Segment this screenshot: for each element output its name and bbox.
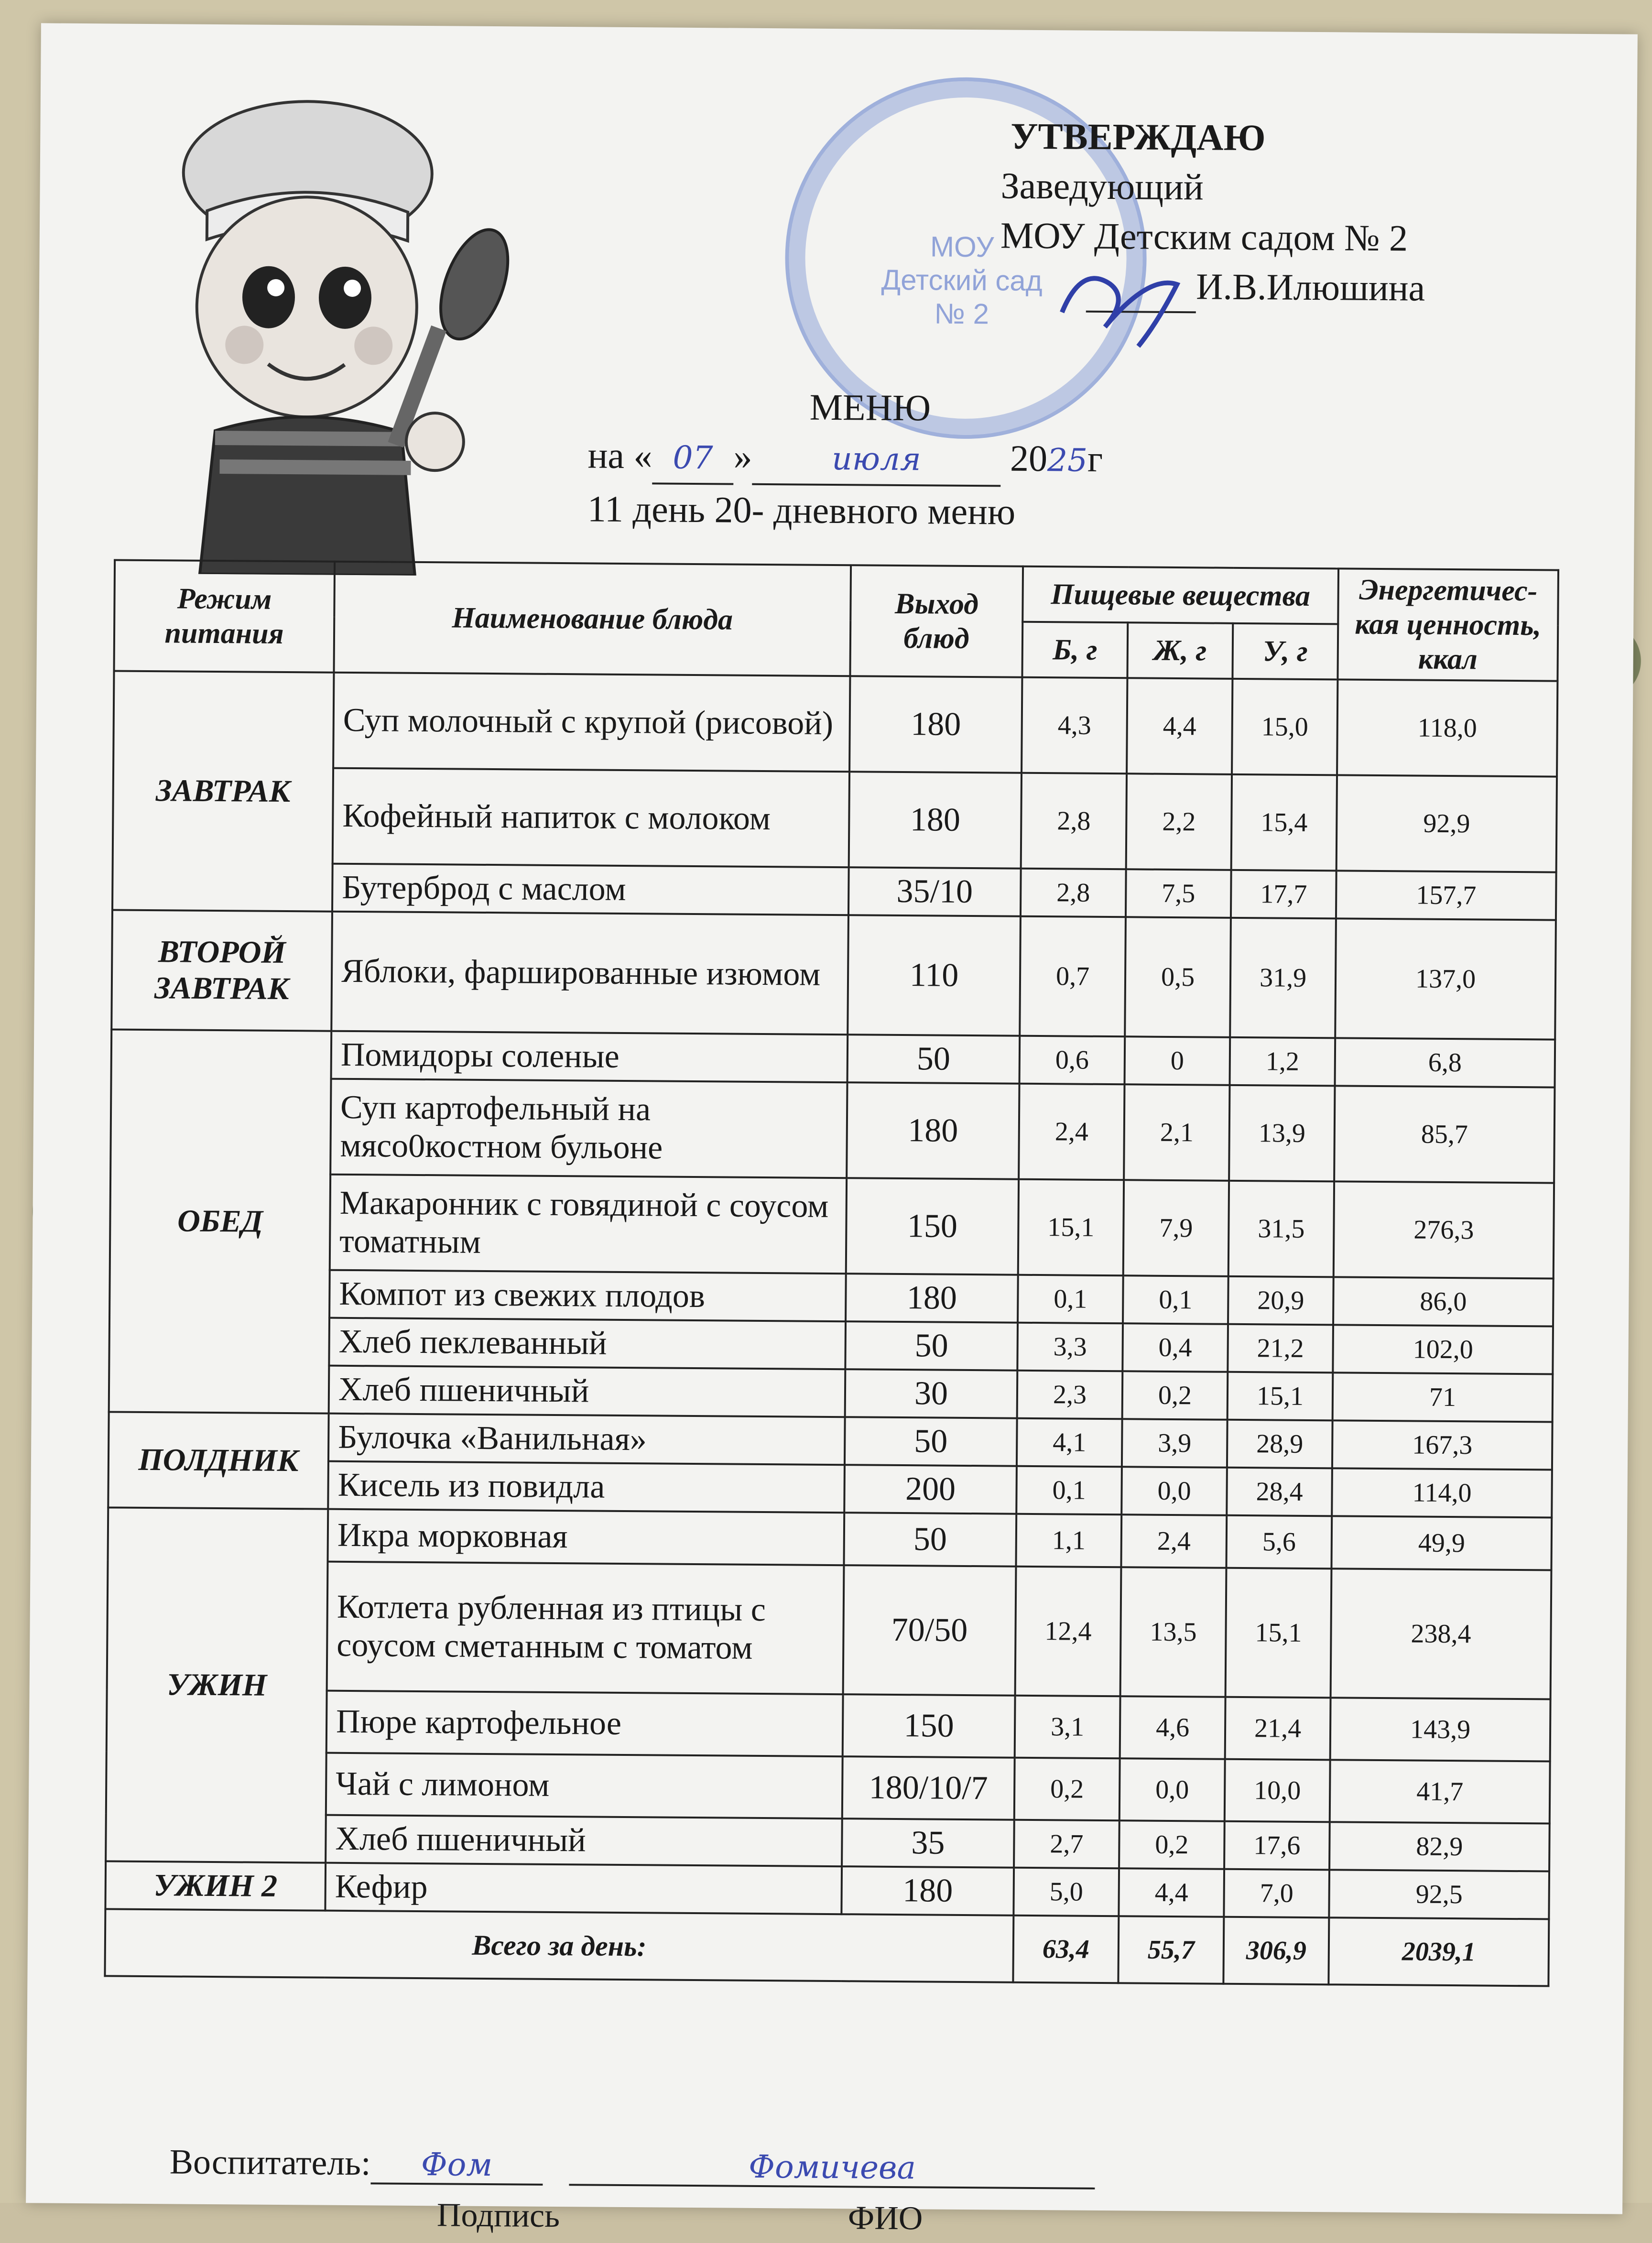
menu-table bbox=[104, 559, 1559, 1987]
dish-energy: 167,3 bbox=[1332, 1420, 1553, 1470]
dish-yield: 150 bbox=[846, 1178, 1019, 1275]
dish-protein: 0,7 bbox=[1020, 916, 1126, 1037]
dish-energy: 92,9 bbox=[1337, 775, 1557, 872]
dish-name: Кефир bbox=[325, 1863, 842, 1915]
table-row bbox=[109, 1412, 1553, 1470]
date-day: 07 bbox=[652, 433, 734, 485]
dish-fat: 2,1 bbox=[1124, 1084, 1229, 1181]
date-month: июля bbox=[752, 434, 1001, 487]
director-signature bbox=[1052, 255, 1196, 351]
dish-protein: 2,4 bbox=[1019, 1084, 1124, 1180]
dish-yield: 35/10 bbox=[848, 867, 1021, 916]
dish-name: Хлеб пшеничный bbox=[326, 1815, 842, 1867]
dish-name: Макаронник с говядиной с соусом томатным bbox=[330, 1175, 847, 1274]
caption-signature: Подпись bbox=[436, 2197, 560, 2235]
col-header-energy: Энергетичес-кая ценность, ккал bbox=[1337, 568, 1558, 681]
meal-dinner-2: УЖИН 2 bbox=[105, 1861, 326, 1910]
table-row bbox=[108, 1507, 1552, 1570]
dish-fat: 2,2 bbox=[1126, 773, 1232, 870]
dish-protein: 15,1 bbox=[1018, 1179, 1124, 1276]
meal-lunch: ОБЕД bbox=[109, 1029, 332, 1413]
table-row bbox=[111, 910, 1556, 1039]
date-year-handwritten: 25 bbox=[1047, 442, 1088, 479]
dish-energy: 71 bbox=[1333, 1372, 1553, 1422]
dish-protein: 0,1 bbox=[1016, 1466, 1122, 1515]
stamp-line-2: Детский сад bbox=[881, 263, 1043, 297]
footer-signatures bbox=[169, 2142, 1221, 2237]
dish-energy: 82,9 bbox=[1329, 1822, 1550, 1871]
dish-energy: 85,7 bbox=[1334, 1086, 1554, 1183]
total-fat: 55,7 bbox=[1118, 1916, 1224, 1984]
dish-fat: 0,1 bbox=[1123, 1275, 1228, 1324]
dish-yield: 50 bbox=[848, 1034, 1020, 1084]
dish-carbs: 21,4 bbox=[1225, 1697, 1331, 1760]
dish-fat: 13,5 bbox=[1120, 1567, 1227, 1697]
date-close-quote: » bbox=[733, 435, 752, 477]
dish-name: Хлеб пеклеванный bbox=[329, 1318, 846, 1370]
dish-yield: 180 bbox=[849, 772, 1022, 869]
dish-energy: 118,0 bbox=[1337, 679, 1557, 776]
menu-title-block bbox=[587, 381, 1210, 538]
dish-carbs: 1,2 bbox=[1230, 1037, 1336, 1086]
stamp-line-3: № 2 bbox=[934, 297, 989, 330]
dish-yield: 200 bbox=[844, 1465, 1017, 1514]
table-row bbox=[113, 671, 1557, 776]
approval-organization: МОУ Детским садом № 2 bbox=[1000, 214, 1408, 259]
date-year-suffix: г bbox=[1087, 437, 1103, 479]
approval-heading: УТВЕРЖДАЮ bbox=[1011, 115, 1266, 159]
col-header-meal: Режим питания bbox=[114, 560, 335, 673]
educator-signature: Фом bbox=[370, 2145, 543, 2186]
dish-energy: 102,0 bbox=[1333, 1325, 1553, 1374]
dish-name: Помидоры соленые bbox=[331, 1031, 848, 1083]
dish-name: Икра морковная bbox=[328, 1509, 845, 1566]
dish-yield: 180 bbox=[841, 1866, 1014, 1916]
dish-fat: 7,9 bbox=[1123, 1180, 1229, 1276]
dish-carbs: 17,7 bbox=[1231, 870, 1337, 919]
dish-name: Бутерброд с маслом bbox=[332, 864, 849, 915]
dish-name: Суп картофельный на мясо0костном бульоне bbox=[330, 1079, 847, 1178]
dish-name: Кофейный напиток с молоком bbox=[333, 768, 849, 868]
dish-name: Чай с лимоном bbox=[326, 1753, 843, 1819]
dish-protein: 2,7 bbox=[1014, 1820, 1119, 1869]
dish-carbs: 31,9 bbox=[1230, 918, 1336, 1038]
col-header-nutrients: Пищевые вещества bbox=[1022, 566, 1338, 624]
dish-energy: 276,3 bbox=[1334, 1181, 1554, 1278]
col-header-yield: Выход блюд bbox=[850, 565, 1023, 677]
dish-carbs: 28,4 bbox=[1227, 1468, 1332, 1516]
dish-name: Компот из свежих плодов bbox=[329, 1270, 846, 1322]
dish-carbs: 7,0 bbox=[1224, 1869, 1329, 1918]
dish-name: Хлеб пшеничный bbox=[329, 1366, 846, 1417]
dish-name: Пюре картофельное bbox=[326, 1691, 843, 1757]
chef-boy-illustration bbox=[147, 96, 523, 576]
approval-signatory bbox=[971, 260, 1425, 315]
dish-fat: 0,4 bbox=[1122, 1323, 1228, 1372]
dish-fat: 0 bbox=[1125, 1036, 1230, 1085]
dish-fat: 4,4 bbox=[1119, 1868, 1224, 1917]
dish-energy: 143,9 bbox=[1330, 1698, 1551, 1761]
dish-energy: 137,0 bbox=[1335, 918, 1556, 1039]
dish-energy: 92,5 bbox=[1329, 1870, 1549, 1919]
dish-energy: 114,0 bbox=[1332, 1468, 1552, 1517]
dish-energy: 49,9 bbox=[1331, 1516, 1552, 1570]
dish-carbs: 15,4 bbox=[1231, 774, 1337, 871]
signatory-name: И.В.Илюшина bbox=[1196, 265, 1425, 309]
dish-carbs: 15,1 bbox=[1226, 1568, 1332, 1698]
dish-protein: 5,0 bbox=[1013, 1868, 1119, 1916]
dish-carbs: 5,6 bbox=[1226, 1515, 1332, 1569]
col-header-protein: Б, г bbox=[1022, 622, 1128, 678]
dish-protein: 4,1 bbox=[1017, 1418, 1122, 1467]
dish-energy: 157,7 bbox=[1336, 871, 1556, 920]
table-header-row bbox=[114, 560, 1558, 626]
dish-protein: 2,8 bbox=[1021, 869, 1126, 917]
dish-yield: 180 bbox=[847, 1082, 1019, 1179]
date-year: 20 bbox=[1000, 437, 1048, 479]
stamp-line-1: МОУ bbox=[930, 230, 994, 263]
dish-energy: 6,8 bbox=[1335, 1038, 1555, 1087]
col-header-dish: Наименование блюда bbox=[334, 562, 851, 676]
dish-protein: 2,8 bbox=[1021, 773, 1127, 870]
dish-yield: 30 bbox=[845, 1369, 1018, 1418]
dish-fat: 0,5 bbox=[1125, 917, 1231, 1037]
total-protein: 63,4 bbox=[1013, 1916, 1119, 1983]
educator-label: Воспитатель: bbox=[169, 2142, 371, 2183]
meal-afternoon-snack: ПОЛДНИК bbox=[108, 1412, 328, 1509]
dish-fat: 7,5 bbox=[1126, 869, 1231, 918]
dish-carbs: 17,6 bbox=[1224, 1821, 1330, 1870]
total-energy: 2039,1 bbox=[1328, 1917, 1549, 1986]
table-row bbox=[111, 1029, 1555, 1087]
caption-name: ФИО bbox=[848, 2199, 923, 2237]
dish-name: Котлета рубленная из птицы с соусом сметанным с томатом bbox=[327, 1562, 844, 1695]
dish-protein: 0,6 bbox=[1020, 1036, 1125, 1085]
dish-yield: 70/50 bbox=[843, 1565, 1016, 1696]
dish-fat: 0,0 bbox=[1121, 1467, 1227, 1515]
dish-yield: 50 bbox=[844, 1513, 1016, 1567]
menu-date bbox=[587, 430, 1209, 488]
approval-block bbox=[971, 111, 1426, 315]
dish-yield: 50 bbox=[845, 1321, 1018, 1371]
dish-carbs: 31,5 bbox=[1228, 1181, 1334, 1277]
dish-protein: 2,3 bbox=[1017, 1371, 1123, 1419]
meal-dinner: УЖИН bbox=[106, 1507, 328, 1862]
dish-yield: 180 bbox=[849, 676, 1022, 773]
approval-position: Заведующий bbox=[1000, 164, 1204, 208]
dish-energy: 41,7 bbox=[1330, 1760, 1550, 1823]
dish-carbs: 15,0 bbox=[1232, 679, 1337, 775]
dish-fat: 2,4 bbox=[1121, 1514, 1227, 1568]
col-header-carbs: У, г bbox=[1232, 623, 1338, 680]
dish-protein: 4,3 bbox=[1022, 677, 1127, 774]
dish-protein: 0,1 bbox=[1018, 1275, 1123, 1324]
dish-carbs: 10,0 bbox=[1225, 1759, 1330, 1822]
total-carbs: 306,9 bbox=[1223, 1917, 1329, 1985]
dish-name: Яблоки, фаршированные изюмом bbox=[331, 912, 848, 1035]
dish-yield: 150 bbox=[843, 1694, 1015, 1758]
total-label: Всего за день: bbox=[105, 1909, 1013, 1982]
dish-energy: 86,0 bbox=[1333, 1277, 1554, 1326]
total-row bbox=[105, 1909, 1549, 1986]
educator-name-handwritten: Фомичева bbox=[569, 2147, 1096, 2189]
col-header-fat: Ж, г bbox=[1127, 622, 1233, 679]
dish-protein: 12,4 bbox=[1015, 1567, 1121, 1697]
dish-fat: 0,2 bbox=[1122, 1371, 1228, 1420]
dish-fat: 3,9 bbox=[1122, 1419, 1228, 1468]
dish-yield: 180/10/7 bbox=[842, 1756, 1015, 1820]
dish-protein: 3,1 bbox=[1015, 1696, 1120, 1759]
dish-protein: 1,1 bbox=[1016, 1514, 1121, 1568]
dish-carbs: 20,9 bbox=[1228, 1276, 1334, 1325]
date-prefix: на « bbox=[587, 434, 652, 477]
dish-protein: 0,2 bbox=[1014, 1758, 1120, 1821]
menu-title: МЕНЮ bbox=[809, 386, 931, 429]
menu-cycle: 11 день 20- дневного меню bbox=[587, 488, 1016, 533]
menu-sheet bbox=[26, 23, 1638, 2237]
dish-fat: 4,4 bbox=[1127, 678, 1232, 774]
dish-carbs: 28,9 bbox=[1227, 1420, 1333, 1469]
dish-yield: 180 bbox=[846, 1274, 1018, 1323]
dish-fat: 4,6 bbox=[1120, 1696, 1226, 1759]
dish-carbs: 15,1 bbox=[1228, 1372, 1333, 1421]
dish-name: Булочка «Ванильная» bbox=[328, 1414, 845, 1465]
dish-yield: 110 bbox=[848, 915, 1021, 1036]
dish-protein: 3,3 bbox=[1017, 1323, 1123, 1372]
dish-yield: 50 bbox=[845, 1417, 1017, 1466]
dish-fat: 0,2 bbox=[1119, 1820, 1225, 1869]
dish-carbs: 21,2 bbox=[1228, 1324, 1333, 1373]
dish-energy: 238,4 bbox=[1331, 1568, 1552, 1699]
dish-fat: 0,0 bbox=[1119, 1758, 1225, 1821]
dish-name: Суп молочный с крупой (рисовой) bbox=[333, 673, 850, 772]
meal-breakfast: ЗАВТРАК bbox=[112, 671, 334, 911]
meal-second-breakfast: ВТОРОЙ ЗАВТРАК bbox=[111, 910, 332, 1031]
dish-yield: 35 bbox=[842, 1818, 1014, 1868]
dish-name: Кисель из повидла bbox=[328, 1461, 845, 1513]
dish-carbs: 13,9 bbox=[1229, 1085, 1335, 1182]
